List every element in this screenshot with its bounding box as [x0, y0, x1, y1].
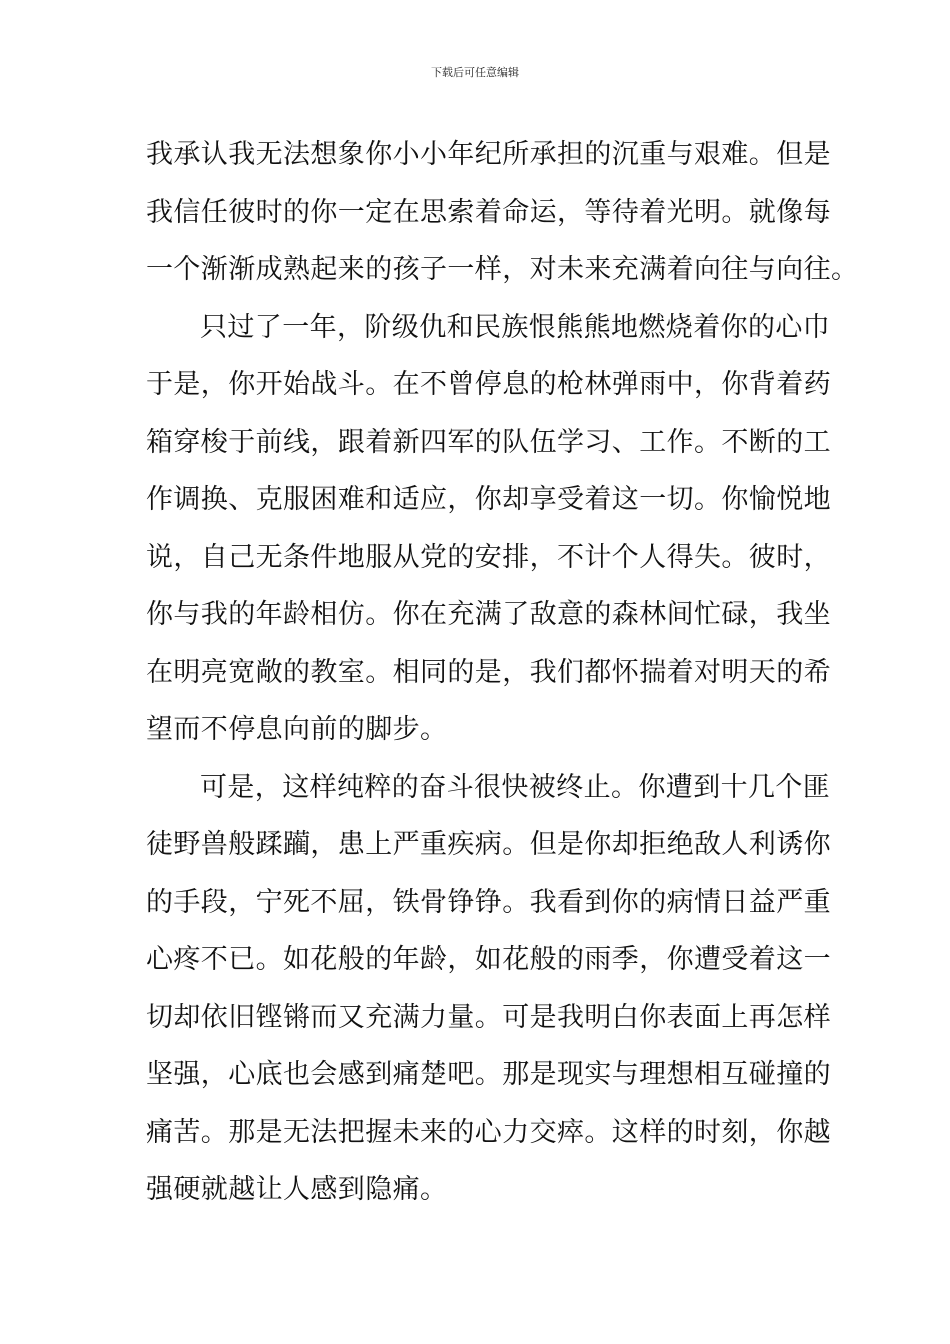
text-line: 一个渐渐成熟起来的孩子一样，对未来充满着向往与向往。 — [146, 254, 859, 285]
paragraph-first-line: 只过了一年，阶级仇和民族恨熊熊地燃烧着你的心巾 — [200, 311, 831, 343]
paragraph-first-line: 可是，这样纯粹的奋斗很快被终止。你遭到十几个匪 — [200, 771, 831, 803]
text-line: 坚强，心底也会感到痛楚吧。那是现实与理想相互碰撞的 — [146, 1059, 831, 1090]
text-line: 你与我的年龄相仿。你在充满了敌意的森林间忙碌，我坐 — [146, 599, 831, 630]
document-body — [146, 126, 859, 1219]
text-line: 强硬就越让人感到隐痛。 — [146, 1174, 448, 1205]
text-line: 作调换、克服困难和适应，你却享受着这一切。你愉悦地 — [146, 484, 831, 515]
text-line: 我信任彼时的你一定在思索着命运，等待着光明。就像每 — [146, 196, 831, 228]
page-header: 下载后可任意编辑 — [431, 66, 519, 79]
text-line: 痛苦。那是无法把握未来的心力交瘁。这样的时刻，你越 — [146, 1116, 831, 1148]
text-line: 望而不停息向前的脚步。 — [146, 714, 448, 745]
text-line: 徒野兽般蹂躏，患上严重疾病。但是你却拒绝敌人利诱你 — [146, 829, 831, 860]
text-line: 于是，你开始战斗。在不曾停息的枪林弹雨中，你背着药 — [146, 369, 831, 400]
text-line: 心疼不已。如花般的年龄，如花般的雨季，你遭受着这一 — [146, 944, 831, 975]
text-line: 切却依旧铿锵而又充满力量。可是我明白你表面上再怎样 — [146, 1001, 831, 1033]
text-line: 箱穿梭于前线，跟着新四军的队伍学习、工作。不断的工 — [146, 426, 831, 458]
text-line: 的手段，宁死不屈，铁骨铮铮。我看到你的病情日益严重 — [146, 886, 831, 918]
text-line: 说，自己无条件地服从党的安排，不计个人得失。彼时， — [146, 541, 831, 573]
text-line: 我承认我无法想象你小小年纪所承担的沉重与艰难。但是 — [146, 139, 831, 170]
text-line: 在明亮宽敞的教室。相同的是，我们都怀揣着对明天的希 — [146, 656, 831, 688]
